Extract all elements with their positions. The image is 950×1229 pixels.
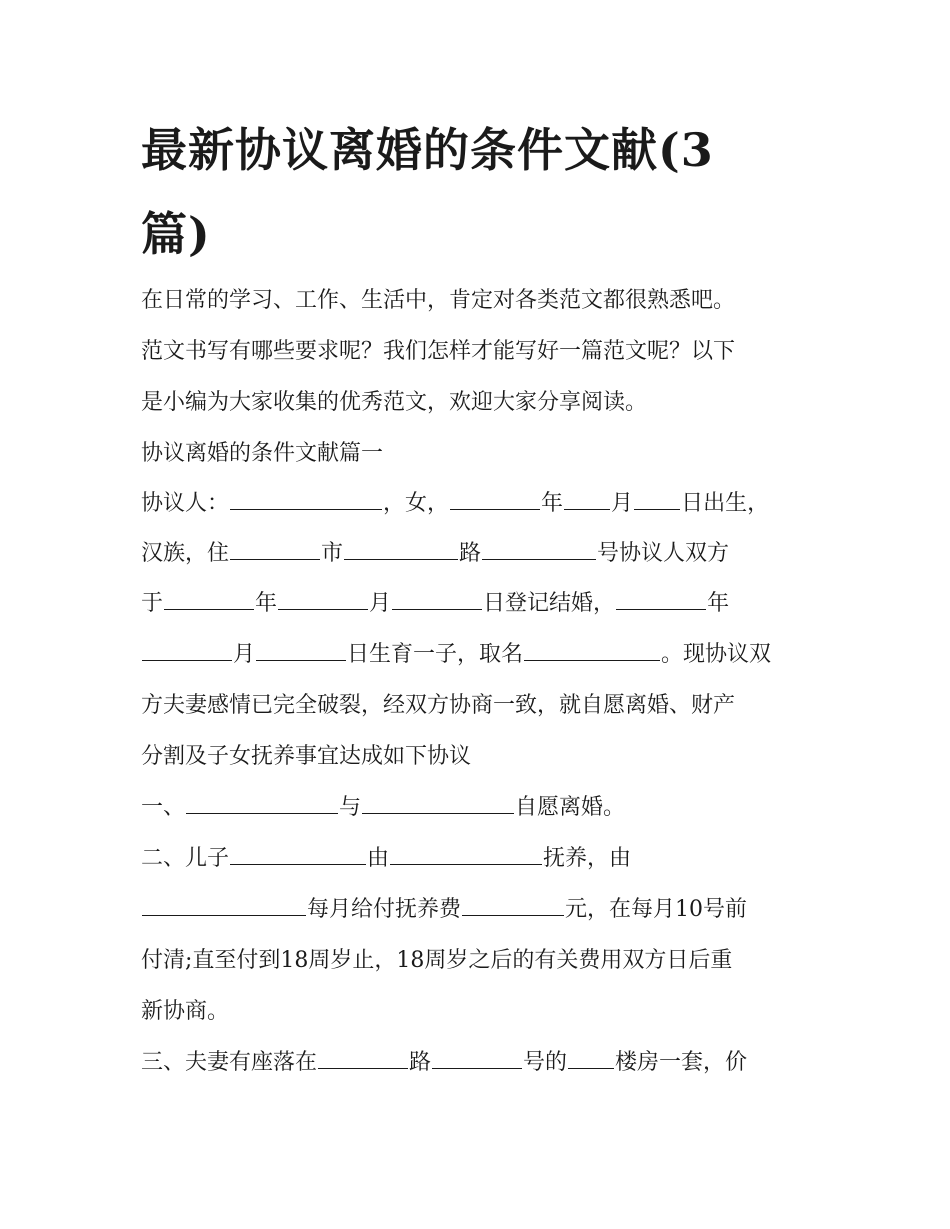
blank-field [164, 587, 254, 610]
text: 汉族，住 [141, 541, 230, 566]
blank-field [432, 1046, 522, 1069]
clause-2-line-4: 新协商。 [141, 999, 230, 1024]
text: 月 [611, 491, 634, 516]
agreement-line-5: 方夫妻感情已完全破裂，经双方协商一致，就自愿离婚、财产 [141, 693, 736, 718]
text: 年 [707, 591, 730, 616]
agreement-line-3 [141, 587, 821, 621]
blank-field [462, 893, 564, 916]
clause-2-line-1 [141, 842, 821, 876]
agreement-line-4 [141, 638, 821, 672]
text: 市 [321, 541, 344, 566]
text: 。现协议双 [661, 642, 772, 667]
text: 于 [141, 591, 164, 616]
blank-field [318, 1046, 408, 1069]
blank-field [482, 537, 596, 560]
text: 楼房一套，价 [615, 1050, 748, 1075]
blank-field [362, 791, 514, 814]
agreement-line-1 [141, 487, 821, 521]
blank-field [524, 638, 660, 661]
text: 号的 [523, 1050, 568, 1075]
blank-field [142, 893, 306, 916]
agreement-line-2 [141, 537, 821, 571]
text: 路 [409, 1050, 432, 1075]
blank-field [634, 487, 680, 510]
agreement-line-6: 分割及子女抚养事宜达成如下协议 [141, 744, 472, 769]
blank-field [230, 842, 366, 865]
clause-3 [141, 1046, 821, 1080]
text: 自愿离婚。 [515, 795, 626, 820]
text: 由 [367, 846, 390, 871]
section-heading: 协议离婚的条件文献篇一 [141, 441, 384, 466]
document-title: 最新协议离婚的条件文献(3篇) [141, 123, 714, 261]
blank-field [616, 587, 706, 610]
text: 日生育一子，取名 [347, 642, 524, 667]
text: 协议人： [141, 491, 230, 516]
intro-line-2: 范文书写有哪些要求呢？我们怎样才能写好一篇范文呢？以下 [141, 339, 736, 364]
blank-field [186, 791, 338, 814]
clause-1 [141, 791, 821, 825]
text: 元，在每月10号前 [565, 897, 748, 922]
text: 每月给付抚养费 [307, 897, 462, 922]
text: 与 [339, 795, 362, 820]
intro-line-3: 是小编为大家收集的优秀范文，欢迎大家分享阅读。 [141, 390, 648, 415]
text: ，女， [383, 491, 450, 516]
text: 路 [459, 541, 482, 566]
blank-field [450, 487, 540, 510]
intro-line-1: 在日常的学习、工作、生活中，肯定对各类范文都很熟悉吧。 [141, 288, 736, 313]
blank-field [256, 638, 346, 661]
text: 年 [255, 591, 278, 616]
text: 日登记结婚， [483, 591, 616, 616]
blank-field [568, 1046, 614, 1069]
text: 三、夫妻有座落在 [141, 1050, 318, 1075]
text: 二、儿子 [141, 846, 230, 871]
blank-field [344, 537, 458, 560]
text: 年 [541, 491, 564, 516]
clause-2-line-2 [141, 893, 821, 927]
text: 日出生， [681, 491, 770, 516]
blank-field [278, 587, 368, 610]
text: 一、 [141, 795, 186, 820]
text: 月 [233, 642, 256, 667]
text: 抚养，由 [543, 846, 632, 871]
blank-field [230, 487, 382, 510]
clause-2-line-3: 付清;直至付到18周岁止，18周岁之后的有关费用双方日后重 [141, 948, 733, 973]
blank-field [390, 842, 542, 865]
blank-field [392, 587, 482, 610]
blank-field [230, 537, 320, 560]
text: 月 [369, 591, 392, 616]
blank-field [142, 638, 232, 661]
text: 号协议人双方 [597, 541, 730, 566]
blank-field [564, 487, 610, 510]
